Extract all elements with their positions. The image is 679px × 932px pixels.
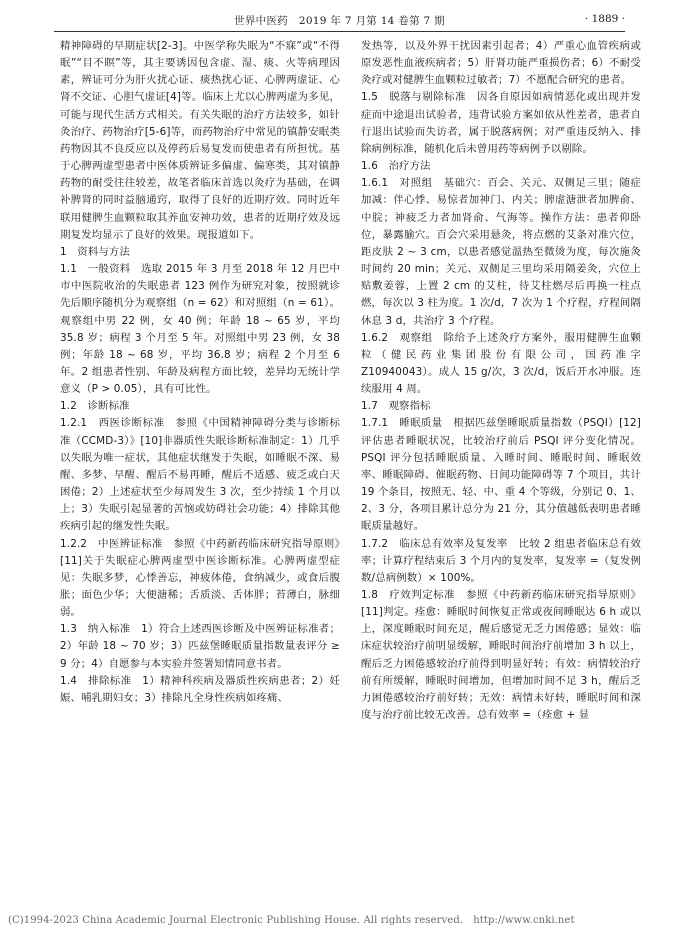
exclusion-criteria-paragraph: 1.4 排除标准 1）精神科疾病及器质性疾病患者；2）妊娠、哺乳期妇女；3）排除凡全身性疾病如疼痛、 bbox=[60, 674, 340, 704]
control-group-paragraph: 1.6.1 对照组 基础穴：百会、关元、双侧足三里；随症加减：伴心悸、易惊者加神门、内关；脾虚溏泄者加脾俞、中脘；神疲乏力者加肾俞、气海等。操作方法：患者仰卧位，暴露腧穴。百会穴采用悬灸，将点燃的艾条对准穴位，距皮肤 2 ~ 3 cm，以患者感觉温热至微烫为度，每次施灸时间约 20 min；关元、双侧足三里均采用隔姜灸，穴位上贴敷姜蓉，上置 2 cm 的艾柱，待艾柱燃尽后再换一柱点燃，每次以 3 柱为度。1 次/d，7 次为 1 个疗程，疗程间隔休息 3 d，共治疗 3 个疗程。 bbox=[361, 177, 641, 327]
header-rule bbox=[54, 31, 625, 32]
exclusion-continued-paragraph: 发热等，以及外界干扰因素引起者；4）严重心血管疾病或原发恶性血液疾病者；5）肝肾功能严重损伤者；6）不耐受灸疗或对健脾生血颗粒过敏者；7）不愿配合研究的患者。 bbox=[361, 40, 641, 87]
western-diagnosis-paragraph: 1.2.1 西医诊断标准 参照《中国精神障碍分类与诊断标准（CCMD-3）》[10]非器质性失眠诊断标准制定：1）几乎以失眠为唯一症状，其他症状继发于失眠，如睡眠不深、易醒、多梦、早醒、醒后不易再睡，醒后不适感、疲乏或白天困倦；2）上述症状至少每周发生 3 次，至少持续 1 个月以上；3）失眠引起显著的苦恼或妨碍社会功能；4）排除其他疾病引起的继发性失眠。 bbox=[60, 417, 340, 533]
subsection-heading: 1.7 观察指标 bbox=[361, 400, 431, 413]
dropout-criteria-paragraph: 1.5 脱落与剔除标准 因各自原因如病情恶化或出现并发症而中途退出试验者，违背试验方案如依从性差者，患者自行退出试验而失访者，属于脱落病例；对严重违反纳入、排除病例标准，随机化后未曾用药等病例予以剔除。 bbox=[361, 91, 641, 155]
efficacy-criteria-paragraph: 1.8 疗效判定标准 参照《中药新药临床研究指导原则》[11]判定。痊愈：睡眠时间恢复正常或夜间睡眠达 6 h 或以上，深度睡眠时间充足，醒后感觉无乏力困倦感；显效：临床症状较治疗前明显缓解，睡眠时间治疗前增加 3 h 以上，醒后乏力困倦感较治疗前得到明显好转；有效：病情较治疗前有所缓解，睡眠时间增加，但增加时间不足 3 h，醒后乏力困倦感较治疗前好转；无效：病情未好转，睡眠时间和深度与治疗前比较无改善。总有效率 =（痊愈 + 显 bbox=[361, 589, 641, 722]
sleep-quality-paragraph: 1.7.1 睡眠质量 根据匹兹堡睡眠质量指数（PSQI）[12]评估患者睡眠状况，比较治疗前后 PSQI 评分变化情况。PSQI 评分包括睡眠质量、入睡时间、睡眠时间、睡眠效率、睡眠障碍、催眠药物、日间功能障碍等 7 个项目，共计 19 个条目，按照无、轻、中、重 4 个等级，分别记 0、1、2、3 分，各项目累计总分为 21 分，其分值越低表明患者睡眠质量越好。 bbox=[361, 417, 641, 533]
general-data-paragraph: 1.1 一般资料 选取 2015 年 3 月至 2018 年 12 月巴中市中医院收治的失眠患者 123 例作为研究对象，按照就诊先后顺序随机分为观察组（n = 62）和对照组（n = 61）。观察组中男 22 例，女 40 例；年龄 18 ~ 65 岁，平均 35.8 岁；病程 3 个月至 5 年。对照组中男 23 例，女 38 例；年龄 18 ~ 68 岁，平均 36.8 岁；病程 2 个月至 6 年。2 组患者性别、年龄及病程方面比较，差异均无统计学意义（P > 0.05），具有可比性。 bbox=[60, 263, 340, 396]
copyright-footer: (C)1994-2023 China Academic Journal Electronic Publishing House. All rights reserved. http://www.cnki.net bbox=[8, 915, 575, 926]
observation-group-paragraph: 1.6.2 观察组 除给予上述灸疗方案外，服用健脾生血颗粒（健民药业集团股份有限公司，国药准字 Z10940043）。成人 15 g/次，3 次/d，饭后开水冲服。连续服用 4 周。 bbox=[361, 331, 641, 396]
right-column bbox=[361, 38, 641, 724]
inclusion-criteria-paragraph: 1.3 纳入标准 1）符合上述西医诊断及中医辨证标准者；2）年龄 18 ~ 70 岁；3）匹兹堡睡眠质量指数量表评分 ≥ 9 分；4）自愿参与本实验并签署知情同意书者。 bbox=[60, 623, 340, 670]
left-column bbox=[60, 38, 340, 707]
page-header bbox=[0, 0, 679, 30]
efficacy-recurrence-paragraph: 1.7.2 临床总有效率及复发率 比较 2 组患者临床总有效率；计算疗程结束后 3 个月内的复发率，复发率 =（复发例数/总病例数）× 100%。 bbox=[361, 537, 641, 584]
journal-info: 世界中医药 2019 年 7 月第 14 卷第 7 期 bbox=[234, 15, 445, 27]
intro-paragraph: 精神障碍的早期症状[2-3]。中医学称失眠为“不寐”或“不得眠”“目不瞑”等，其主要诱因包含虚、湿、痰、火等病理因素，辨证可分为肝火扰心证、痰热扰心证、心脾两虚证、心肾不交证、心胆气虚证[4]等。临床上尤以心脾两虚为多见，可能与现代生活方式相关。有关失眠的治疗方法较多，如针灸治疗、药物治疗[5-6]等，而药物治疗中常见的镇静安眠类药物因其不良反应以及停药后易复发而使患者有所担忧。基于心脾两虚型患者中医体质辨证多偏虚、偏寒类，其对镇静药物的耐受往往较差，故笔者临床首选以灸疗为基础，在调补脾肾的同时益脑通窍，取得了良好的近期疗效。同时近年联用健脾生血颗粒取其养血安神功效，患者的近期疗效及远期复发均显示了良好的效果。现报道如下。 bbox=[60, 40, 340, 241]
subsection-heading: 1.6 治疗方法 bbox=[361, 160, 431, 173]
section-heading: 1 资料与方法 bbox=[60, 245, 131, 258]
tcm-diagnosis-paragraph: 1.2.2 中医辨证标准 参照《中药新药临床研究指导原则》[11]关于失眠症心脾两虚型中医诊断标准。心脾两虚型症见：失眠多梦，心悸善忘，神疲体倦，食纳减少，或食后腹胀；面色少华；大便溏稀；舌质淡、舌体胖；苔薄白，脉细弱。 bbox=[60, 537, 340, 619]
page-number: · 1889 · bbox=[584, 13, 625, 25]
subsection-heading: 1.2 诊断标准 bbox=[60, 400, 130, 413]
